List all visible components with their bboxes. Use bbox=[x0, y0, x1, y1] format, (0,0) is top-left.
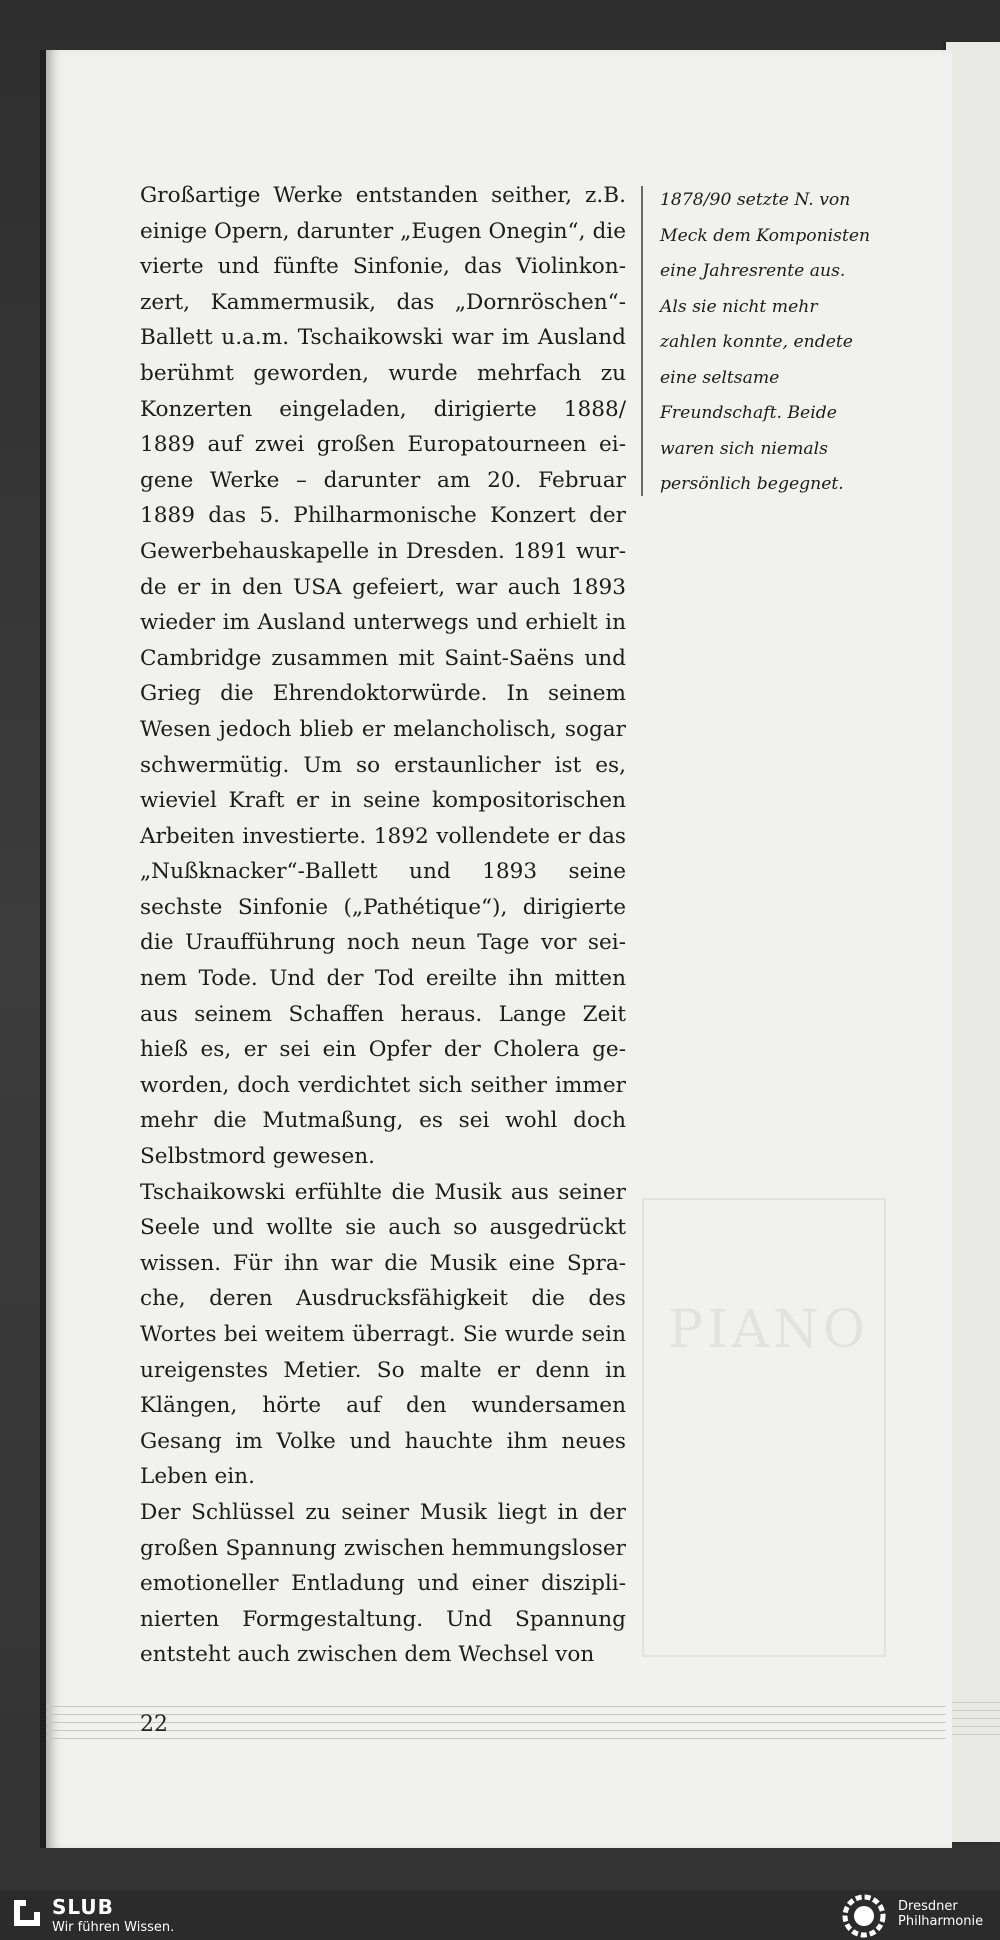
paragraph-biography: Großartige Werke entstanden seither, z.B. einige Opern, darunter „Eugen Onegin“, die vierte und fünfte Sinfonie, das Violinkonzert, Kammermusik, das „Dornröschen“-Ballett u.a.m. Tschaikowski war im Ausland berühmt geworden, wurde mehrfach zu Konzerten eingeladen, dirigierte 1888/ 1889 auf zwei großen Europatourneen eigene Werke – darunter am 20. Februar 1889 das 5. Philharmonische Konzert der Gewerbehauskapelle in Dresden. 1891 wurde er in den USA gefeiert, war auch 1893 wieder im Ausland unterwegs und erhielt in Cambridge zusammen mit Saint-Saëns und Grieg die Ehrendoktorwürde. In seinem Wesen jedoch blieb er melancholisch, sogar schwermütig. Um so erstaunlicher ist es, wieviel Kraft er in seine kompositorischen Arbeiten investierte. 1892 vollendete er das „Nußknacker“-Ballett und 1893 seine sechste Sinfonie („Pathétique“), dirigierte die Uraufführung noch neun Tage vor seinem Tode. Und der Tod ereilte ihn mitten aus seinem Schaffen heraus. Lange Zeit hieß es, er sei ein Opfer der Cholera geworden, doch verdichtet sich seither immer mehr die Mutmaßung, es sei wohl doch Selbstmord gewesen. bbox=[140, 183, 626, 1170]
paragraph-music-soul: Tschaikowski erfühlte die Musik aus seiner Seele und wollte sie auch so ausgedrückt wissen. Für ihn war die Musik eine Sprache, deren Ausdrucksfähigkeit die des Wortes bei weitem überragt. Sie wurde sein ureigenstes Metier. So malte er denn in Klängen, hörte auf den wundersamen Gesang im Volke und hauchte ihm neues Leben ein. bbox=[140, 1179, 626, 1490]
decorative-staff-lines bbox=[46, 1706, 946, 1748]
library-tagline: Wir führen Wissen. bbox=[52, 1920, 175, 1935]
margin-divider bbox=[641, 186, 643, 496]
bleed-through-ad bbox=[642, 1198, 886, 1657]
philharmonie-logo-icon[interactable] bbox=[842, 1894, 886, 1938]
next-page-edge bbox=[946, 42, 1000, 1842]
main-text-column bbox=[140, 178, 626, 1673]
library-name[interactable]: SLUB bbox=[52, 1895, 114, 1919]
page-number: 22 bbox=[140, 1712, 168, 1737]
viewer-footer bbox=[0, 1890, 1000, 1940]
paragraph-key-to-music: Der Schlüssel zu seiner Musik liegt in der großen Spannung zwischen hemmungsloser emotioneller Entladung und einer disziplinierten Formgestaltung. Und Spannung entsteht auch zwischen dem Wechsel von bbox=[140, 1499, 626, 1668]
slub-logo-icon[interactable] bbox=[12, 1898, 42, 1928]
partner-name bbox=[898, 1899, 983, 1929]
bleed-through-text: PIANO bbox=[668, 1300, 870, 1360]
margin-note: 1878/90 setzte N. von Meck dem Komponisten eine Jahresrente aus. Als sie nicht mehr zahlen konnte, endete eine seltsame Freundschaft. Beide waren sich niemals persönlich begegnet. bbox=[660, 190, 871, 494]
partner-name-line1: Dresdner bbox=[898, 1899, 958, 1914]
partner-name-line2: Philharmonie bbox=[898, 1914, 984, 1929]
